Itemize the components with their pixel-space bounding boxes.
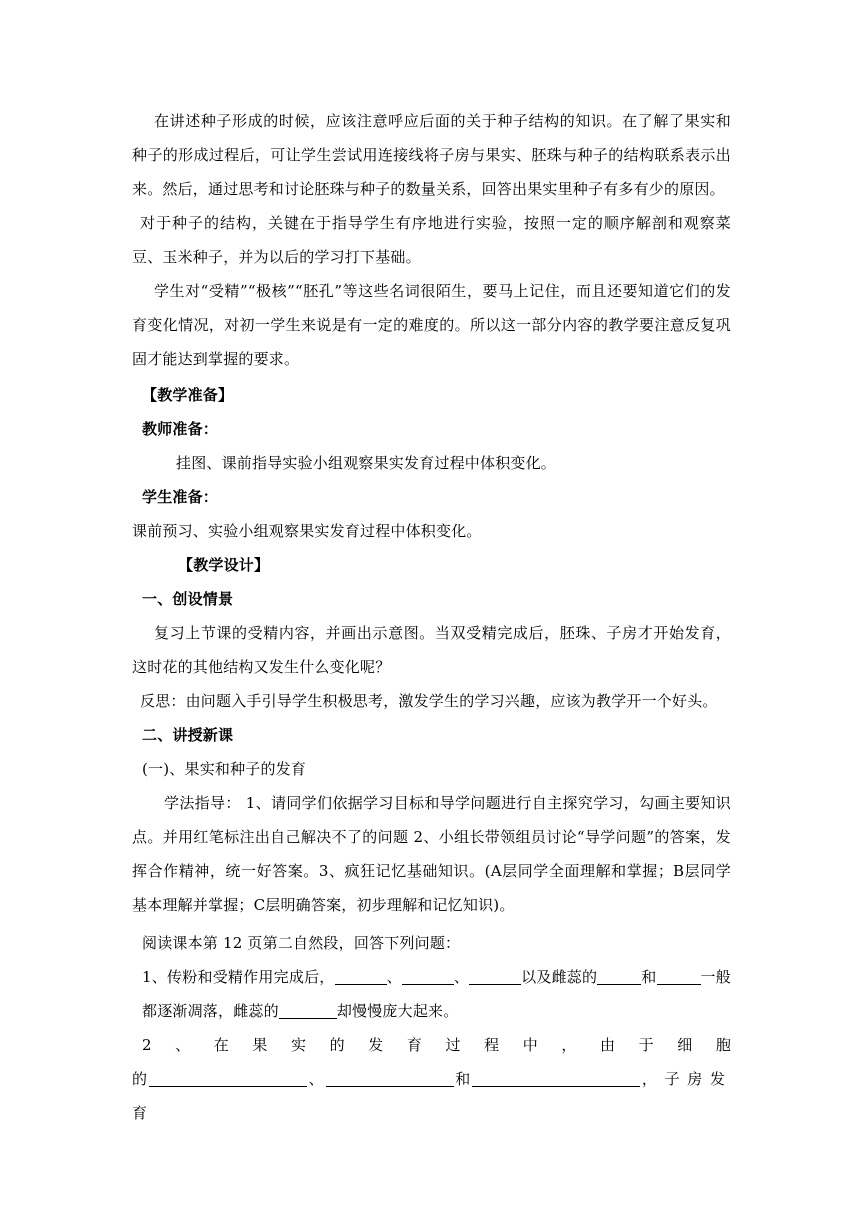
heading-teaching-prep: 【教学准备】	[142, 386, 234, 404]
q2-char: 程	[484, 1036, 500, 1054]
q2-blank-2[interactable]	[326, 1070, 454, 1087]
section-title-scenario: 一、创设情景	[142, 590, 234, 608]
student-prep-text: 课前预习、实验小组观察果实发育过程中体积变化。	[132, 522, 482, 540]
q2-text-c: ，子房发育	[132, 1070, 732, 1122]
q2-blank-3[interactable]	[472, 1070, 640, 1087]
student-prep-label: 学生准备：	[142, 488, 219, 506]
paragraph-seed-structure: 对于种子的结构，关键在于指导学生有序地进行实验，按照一定的顺序解剖和观察菜豆、玉米种子，并为以后的学习打下基础。	[132, 214, 731, 266]
q2-char: 2	[142, 1036, 152, 1054]
reflection-text: 反思：由问题入手引导学生积极思考，激发学生的学习兴趣，应该为教学开一个好头。	[140, 692, 718, 710]
study-method-text: 学法指导： 1、请同学们依据学习目标和导学问题进行自主探究学习，勾画主要知识点。并用红笔标注出自己解决不了的问题 2、小组长带领组员讨论“导学问题”的答案，发挥合作精神，统一好答案。3、疯狂记忆基础知识。(A层同学全面理解和掌握；B层同学基本理解并掌握；C层明确答案，初步理解和记忆知识)。	[132, 794, 731, 914]
q2-char: 、	[175, 1036, 191, 1054]
question-2-line-2	[132, 1062, 731, 1130]
q2-char: 育	[406, 1036, 422, 1054]
q2-char: 细	[677, 1036, 693, 1054]
q2-char: 胞	[715, 1036, 731, 1054]
teacher-prep-text: 挂图、课前指导实验小组观察果实发育过程中体积变化。	[176, 454, 557, 472]
section-title-new-lesson: 二、讲授新课	[142, 726, 234, 744]
q2-char: 果	[252, 1036, 268, 1054]
q2-char: 发	[368, 1036, 384, 1054]
q1-text-b: 以及雌蕊的	[521, 968, 598, 986]
teacher-prep-label: 教师准备：	[142, 420, 219, 438]
q1-blank-2[interactable]	[402, 968, 454, 985]
q1-blank-5[interactable]	[657, 968, 701, 985]
q2-char: 实	[291, 1036, 307, 1054]
q2-char: 的	[329, 1036, 345, 1054]
q1-text-a: 1、传粉和受精作用完成后，	[142, 968, 335, 986]
q2-char: 中	[522, 1036, 538, 1054]
reading-instruction: 阅读课本第 12 页第二自然段，回答下列问题：	[142, 934, 461, 952]
q2-text-a: 的	[132, 1070, 149, 1088]
q2-char: 过	[445, 1036, 461, 1054]
q1-text-c: 和	[641, 968, 657, 986]
paragraph-terms: 学生对“受精”“极核”“胚孔”等这些名词很陌生，要马上记住，而且还要知道它们的发育变化情况，对初一学生来说是有一定的难度的。所以这一部分内容的教学要注意反复巩固才能达到掌握的要求。	[132, 282, 731, 368]
q2-char: 在	[213, 1036, 229, 1054]
q2-sep: 、	[306, 1070, 326, 1088]
question-1	[132, 960, 731, 1028]
q2-char: 于	[638, 1036, 654, 1054]
question-2-line-1	[132, 1028, 731, 1062]
q1-blank-6[interactable]	[279, 1002, 337, 1019]
paragraph-seed-formation: 在讲述种子形成的时候，应该注意呼应后面的关于种子结构的知识。在了解了果实和种子的形成过程后，可让学生尝试用连接线将子房与果实、胚珠与种子的结构联系表示出来。然后，通过思考和讨论胚珠与种子的数量关系，回答出果实里种子有多有少的原因。	[132, 112, 731, 198]
q2-text-b: 和	[453, 1070, 473, 1088]
q1-text-e: 却慢慢庞大起来。	[336, 1002, 459, 1020]
heading-teaching-design: 【教学设计】	[178, 556, 270, 574]
q1-sep-1: 、	[386, 968, 402, 986]
q1-text-d: 一般都逐渐凋落，雌蕊的	[142, 968, 731, 1020]
q2-blank-1[interactable]	[149, 1070, 307, 1087]
q1-sep-2: 、	[453, 968, 470, 986]
q1-blank-3[interactable]	[469, 968, 521, 985]
q1-blank-4[interactable]	[597, 968, 641, 985]
q1-blank-1[interactable]	[335, 968, 387, 985]
q2-char: 由	[600, 1036, 616, 1054]
q2-char: ，	[561, 1036, 577, 1054]
scenario-text: 复习上节课的受精内容，并画出示意图。当双受精完成后，胚珠、子房才开始发育，这时花的其他结构又发生什么变化呢？	[132, 624, 731, 676]
subsection-title-fruit-seed: (一)、果实和种子的发育	[142, 760, 307, 778]
